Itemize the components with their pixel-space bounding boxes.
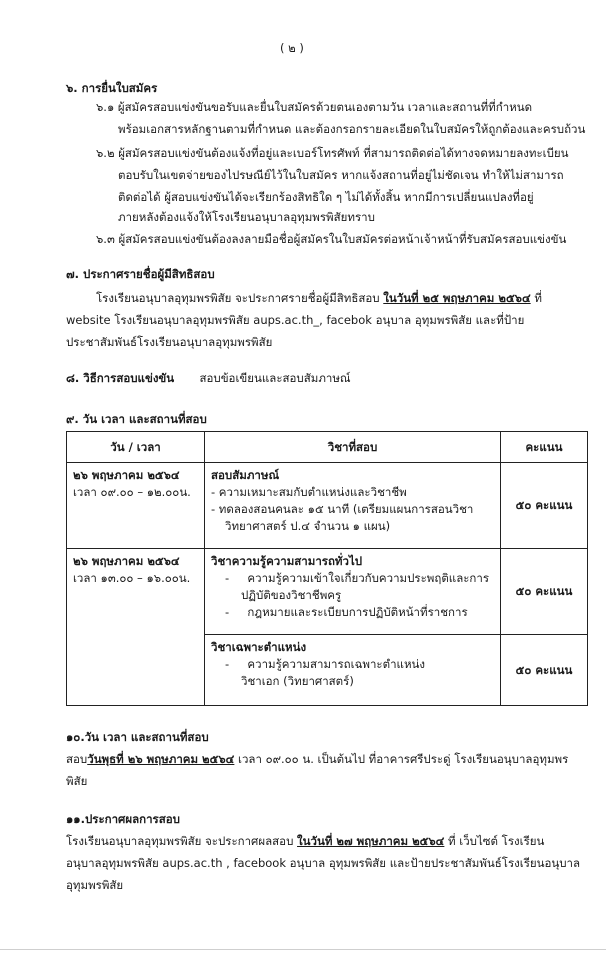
col-header-date: วัน / เวลา <box>67 432 205 463</box>
section-8 <box>66 370 351 386</box>
exam-date: ๒๖ พฤษภาคม ๒๕๖๔ <box>73 468 180 482</box>
date-cell <box>67 463 205 549</box>
col-header-score: คะแนน <box>501 432 588 463</box>
s6-item-2-line-4: ภายหลังต้องแจ้งให้โรงเรียนอนุบาลอุทุมพรพิสัยทราบ <box>118 210 375 224</box>
col-header-subject: วิชาที่สอบ <box>205 432 501 463</box>
s6-item-3-line-1: ๖.๓ ผู้สมัครสอบแข่งขันต้องลงลายมือชื่อผู้สมัครในใบสมัครต่อหน้าเจ้าหน้าที่รับสมัครสอบแข่งขัน <box>96 232 567 246</box>
table-header-row <box>67 432 588 463</box>
s7-line-1-text: โรงเรียนอนุบาลอุทุมพรพิสัย จะประกาศรายชื่อผู้มีสิทธิสอบ <box>96 291 380 305</box>
subject-detail: - ความเหมาะสมกับตำแหน่งและวิชาชีพ <box>211 485 407 499</box>
section-7-heading: ๗. ประกาศรายชื่อผู้มีสิทธิสอบ <box>66 267 215 281</box>
s7-line-1-end: ที่ <box>534 291 542 305</box>
exam-time: เวลา ๑๓.๐๐ – ๑๖.๐๐น. <box>73 571 191 585</box>
s6-item-2-line-3: ติดต่อได้ ผู้สอบแข่งขันได้จะเรียกร้องสิทธิใด ๆ ไม่ได้ทั้งสิ้น หากมีการเปลี่ยนแปลงที่อยู่ <box>118 190 534 204</box>
subject-detail: - กฎหมายและระเบียบการปฏิบัติหน้าที่ราชการ <box>225 605 468 619</box>
exam-time: เวลา ๐๙.๐๐ – ๑๒.๐๐น. <box>73 485 191 499</box>
exam-schedule-table <box>66 431 588 706</box>
score-cell: ๕๐ คะแนน <box>501 635 588 706</box>
s6-item-2-line-2: ตอบรับในเขตจ่ายของไปรษณีย์ไว้ในใบสมัคร หากแจ้งสถานที่อยู่ไม่ชัดเจน ทำให้ไม่สามารถ <box>118 168 564 182</box>
subject-detail: - ความรู้ความเข้าใจเกี่ยวกับความประพฤติและการ <box>225 571 490 585</box>
table-row <box>67 463 588 549</box>
s6-item-1-line-2: พร้อมเอกสารหลักฐานตามที่กำหนด และต้องกรอกรายละเอียดในใบสมัครให้ถูกต้องและครบถ้วน <box>118 122 586 136</box>
s11-line-2: อนุบาลอุทุมพรพิสัย aups.ac.th , facebook อนุบาล อุทุมพรพิสัย และป้ายประชาสัมพันธ์โรงเรียนอนุบาล <box>66 856 581 870</box>
s7-announce-date: ในวันที่ ๒๕ พฤษภาคม ๒๕๖๔ <box>383 291 531 305</box>
subject-detail: วิทยาศาสตร์ ป.๔ จำนวน ๑ แผน) <box>225 519 391 533</box>
subject-cell <box>205 463 501 549</box>
subject-detail: - ความรู้ความสามารถเฉพาะตำแหน่ง <box>225 657 426 671</box>
date-cell <box>67 549 205 706</box>
subject-detail: ปฏิบัติของวิชาชีพครู <box>241 588 342 602</box>
score-cell: ๕๐ คะแนน <box>501 549 588 635</box>
s10-exam-date: วันพุธที่ ๒๖ พฤษภาคม ๒๕๖๔ <box>87 752 235 766</box>
s10-text: เวลา ๐๙.๐๐ น. เป็นต้นไป ที่อาคารศรีประดู่ โรงเรียนอนุบาลอุทุมพร <box>234 752 569 766</box>
section-10-heading: ๑๐.วัน เวลา และสถานที่สอบ <box>66 730 209 744</box>
subject-title: วิชาความรู้ความสามารถทั่วไป <box>211 554 363 568</box>
exam-date: ๒๖ พฤษภาคม ๒๕๖๔ <box>73 554 180 568</box>
page-bottom-divider <box>0 949 606 950</box>
s7-line-3: ประชาสัมพันธ์โรงเรียนอนุบาลอุทุมพรพิสัย <box>66 335 273 349</box>
s11-result-date: ในวันที่ ๒๗ พฤษภาคม ๒๕๖๔ <box>297 834 445 848</box>
subject-title: วิชาเฉพาะตำแหน่ง <box>211 640 307 654</box>
s11-line-1-end: ที่ เว็บไซต์ โรงเรียน <box>448 834 545 848</box>
page-number: ( ๒ ) <box>280 41 304 55</box>
s7-line-2: website โรงเรียนอนุบาลอุทุมพรพิสัย aups.ac.th_, facebok อนุบาล อุทุมพรพิสัย และที่ป้าย <box>66 313 525 327</box>
table-row <box>67 549 588 635</box>
s6-item-2-line-1: ๖.๒ ผู้สมัครสอบแข่งขันต้องแจ้งที่อยู่และเบอร์โทรศัพท์ ที่สามารถติดต่อได้ทางจดหมายลงทะเบียน <box>96 146 569 160</box>
subject-cell <box>205 635 501 706</box>
s10-line-2: พิสัย <box>66 774 88 788</box>
subject-cell <box>205 549 501 635</box>
section-9-heading: ๙. วัน เวลา และสถานที่สอบ <box>66 412 207 426</box>
section-6-heading: ๖. การยื่นใบสมัคร <box>66 81 158 95</box>
score-cell: ๕๐ คะแนน <box>501 463 588 549</box>
section-8-heading: ๘. วิธีการสอบแข่งขัน <box>66 371 175 385</box>
subject-detail: วิชาเอก (วิทยาศาสตร์) <box>241 674 354 688</box>
subject-detail: - ทดลองสอนคนละ ๑๕ นาที (เตรียมแผนการสอนวิชา <box>211 502 474 516</box>
section-8-text: สอบข้อเขียนและสอบสัมภาษณ์ <box>199 371 351 385</box>
s6-item-1-line-1: ๖.๑ ผู้สมัครสอบแข่งขันขอรับและยื่นใบสมัครด้วยตนเองตามวัน เวลาและสถานที่ที่กำหนด <box>96 100 533 114</box>
s11-line-1 <box>66 833 544 849</box>
subject-title: สอบสัมภาษณ์ <box>211 468 280 482</box>
section-11-heading: ๑๑.ประกาศผลการสอบ <box>66 812 180 826</box>
s7-line-1 <box>96 290 542 306</box>
s10-prefix: สอบ <box>66 752 88 766</box>
s10-line-1 <box>66 751 568 767</box>
s11-line-3: อุทุมพรพิสัย <box>66 878 124 892</box>
s11-line-1-text: โรงเรียนอนุบาลอุทุมพรพิสัย จะประกาศผลสอบ <box>66 834 294 848</box>
